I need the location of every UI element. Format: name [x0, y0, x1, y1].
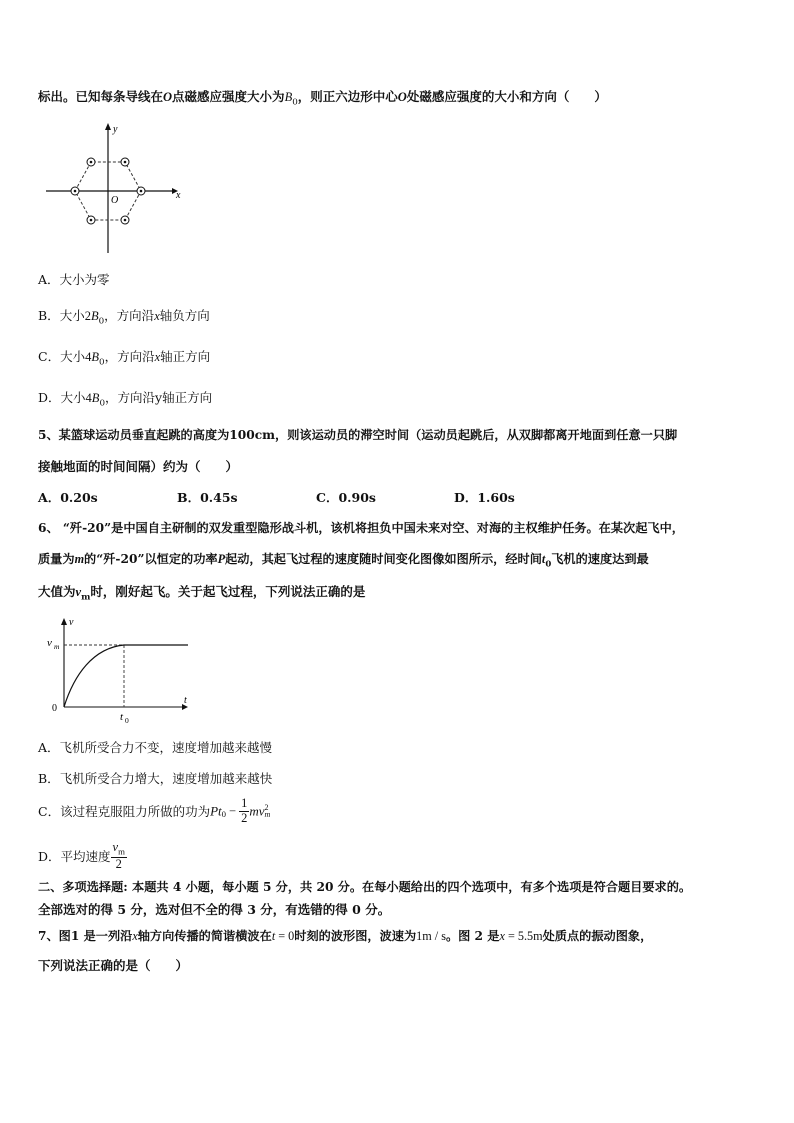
option-text: 0.45s [200, 490, 238, 505]
y-axis-arrow [105, 123, 111, 130]
x-axis-label: x [176, 190, 181, 201]
v-axis-arrow [61, 618, 67, 625]
v-scripts [265, 804, 271, 818]
wire-dot-icon [87, 216, 95, 224]
coef: 4 [85, 350, 92, 364]
q6-stem-line1: 6、 “歼-20”是中国自主研制的双发重型隐形战斗机，该机将担负中国未来对空、对海的主权维护任务。在某次起飞中， [38, 521, 684, 535]
fraction-denominator: 2 [115, 857, 122, 872]
symbol-sub: 0 [98, 316, 105, 327]
q7-text: 。图 2 是 [445, 929, 500, 943]
option-text: 大小 [60, 349, 86, 364]
q7-stem-line2: 下列说法正确的是（ ） [38, 958, 189, 973]
wire-dot-icon [137, 187, 145, 195]
intro-line [38, 89, 607, 108]
section2-heading-line1: 二、多项选择题: 本题共 4 小题，每小题 5 分，共 20 分。在每小题给出的四个选项中，有多个选项是符合题目要求的。 [38, 880, 692, 894]
wave-speed: 1m / s [416, 929, 446, 943]
q6-stem-line2 [38, 552, 649, 570]
symbol-b: B [90, 309, 99, 323]
option-label: B． [38, 771, 60, 786]
minus-sign: − [229, 803, 237, 818]
q5-option-d [454, 490, 515, 505]
option-text: 大小 [60, 390, 86, 405]
symbol-b: B [284, 90, 293, 104]
section2-heading-line2: 全部选对的得 5 分，选对但不全的得 3 分，有选错的得 0 分。 [38, 902, 391, 917]
option-text: 平均速度 [60, 848, 111, 864]
q5-stem-line2: 接触地面的时间间隔）约为（ ） [38, 459, 239, 474]
var-v: v [75, 585, 82, 599]
var-m: m [74, 552, 85, 566]
option-text: 轴正方向 [160, 349, 211, 364]
var-t-sub: 0 [221, 808, 227, 819]
var-m: m [249, 803, 259, 819]
option-text: 1.60s [477, 490, 515, 505]
v-axis-label: v [69, 617, 74, 628]
option-text: 轴负方向 [159, 308, 210, 323]
option-label: D． [38, 848, 61, 864]
eq-position: = 5.5m [504, 929, 543, 943]
fraction-numerator: 1 [241, 796, 248, 810]
wire-dot-icon [121, 216, 129, 224]
option-label: D． [454, 490, 478, 505]
axis-var: x [154, 350, 161, 364]
q4-option-d [38, 390, 212, 409]
option-text: ，方向沿 [105, 390, 156, 405]
option-text: 轴正方向 [162, 390, 213, 405]
option-label: B． [38, 308, 60, 323]
option-text: 飞机所受合力增大，速度增加越来越快 [59, 771, 273, 786]
point-o-2: O [397, 90, 407, 104]
option-text: 该过程克服阻力所做的功为 [60, 803, 211, 819]
q4-option-a [38, 272, 110, 287]
velocity-time-graph [38, 615, 198, 725]
symbol-b: B [91, 391, 100, 405]
q4-option-c [38, 349, 210, 368]
var-v: v [112, 840, 119, 854]
var-v-sub: m [81, 592, 91, 603]
q5-option-a [38, 490, 98, 505]
q6-text: 质量为 [38, 552, 75, 566]
t0-label: t [120, 711, 124, 723]
option-text: 大小为零 [59, 272, 110, 287]
option-text: ，方向沿 [104, 308, 155, 323]
velocity-curve [64, 645, 188, 707]
t0-label-sub: 0 [125, 716, 129, 725]
option-text: 大小 [59, 308, 85, 323]
option-text: 0.90s [338, 490, 376, 505]
q6-option-d [38, 841, 127, 872]
q7-text: 轴方向传播的简谐横波在 [137, 929, 272, 943]
vm-label: v [47, 637, 52, 649]
q6-option-b [38, 771, 272, 786]
axis-var: y [155, 390, 163, 405]
var-p: P [210, 803, 219, 819]
option-label: C． [316, 490, 339, 505]
var-x: x [132, 929, 138, 943]
q6-text: 飞机的速度达到最 [551, 552, 649, 566]
option-text: 0.20s [60, 490, 98, 505]
var-t: t [218, 803, 222, 819]
wire-dot-icon [71, 187, 79, 195]
q7-stem-line1 [38, 929, 652, 944]
point-o: O [163, 90, 173, 104]
var-t: t [271, 929, 276, 943]
fraction-half [239, 797, 249, 826]
q6-text: 起动，其起飞过程的速度随时间变化图像如图所示，经时间 [225, 552, 542, 566]
coef: 2 [84, 309, 91, 323]
fraction-denominator: 2 [241, 810, 248, 825]
q6-text: 大值为 [38, 584, 76, 599]
q5-option-c [316, 490, 376, 505]
q6-text: 时，刚好起飞。关于起飞过程，下列说法正确的是 [90, 584, 366, 599]
axis-var: x [154, 309, 160, 323]
option-label: A． [38, 740, 60, 755]
var-v: v [258, 803, 265, 819]
intro-text-1: 标出。已知每条导线在 [38, 89, 164, 104]
v-sub: m [264, 810, 271, 820]
intro-text-4: 处磁感应强度的大小和方向（ ） [406, 89, 607, 104]
symbol-b-sub: 0 [292, 97, 298, 108]
origin-label: 0 [52, 703, 57, 714]
wire-dot-icon [121, 158, 129, 166]
coef: 4 [85, 391, 92, 405]
fraction-numerator [111, 841, 127, 858]
origin-label: O [111, 195, 119, 206]
q6-option-c [38, 797, 270, 826]
var-t-sub: 0 [545, 559, 552, 570]
fraction-average-speed [111, 841, 127, 872]
q6-text: 的“歼-20”以恒定的功率 [84, 552, 218, 566]
option-label: D． [38, 390, 61, 405]
symbol-sub: 0 [98, 357, 105, 368]
y-axis-label: y [113, 124, 118, 135]
eq-zero: = 0 [275, 929, 295, 943]
intro-text-3: ，则正六边形中心 [297, 89, 398, 104]
option-text: ，方向沿 [104, 349, 155, 364]
var-p: P [217, 552, 226, 566]
option-label: C． [38, 349, 61, 364]
q5-option-b [177, 490, 238, 505]
v-sup: 2 [264, 803, 269, 813]
q5-stem-line1: 5、某篮球运动员垂直起跳的高度为100cm，则该运动员的滞空时间（运动员起跳后，从双脚都离开地面到任意一只脚 [38, 428, 678, 442]
option-label: C． [38, 803, 61, 819]
q6-option-a [38, 740, 272, 755]
var-t: t [541, 552, 546, 566]
var-x: x [499, 929, 505, 943]
option-label: A． [38, 272, 60, 287]
vm-label-sub: m [54, 642, 60, 651]
q7-text: 处质点的振动图象， [542, 929, 653, 943]
q6-stem-line3 [38, 584, 365, 603]
wire-dot-icon [87, 158, 95, 166]
option-label: A． [38, 490, 61, 505]
var-v-sub: m [118, 846, 125, 857]
t-axis-label: t [184, 695, 187, 706]
hexagon-wire-figure [40, 118, 190, 258]
symbol-b: B [91, 350, 99, 364]
q7-text: 时刻的波形图，波速为 [294, 929, 417, 943]
intro-text-2: 点磁感应强度大小为 [172, 89, 285, 104]
q7-text: 7、图1 是一列沿 [38, 929, 133, 943]
option-text: 飞机所受合力不变，速度增加越来越慢 [59, 740, 273, 755]
symbol-sub: 0 [99, 398, 106, 409]
option-label: B． [177, 490, 201, 505]
q4-option-b [38, 308, 210, 327]
